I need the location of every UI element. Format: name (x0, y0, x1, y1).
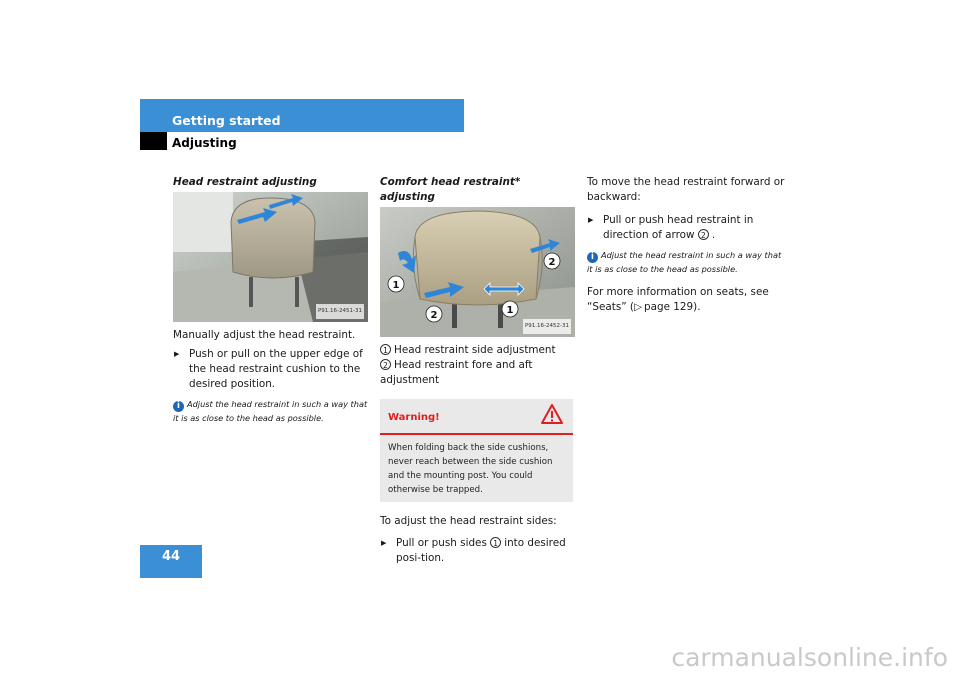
right-step-number: 2 (698, 229, 709, 240)
legend-text: Head restraint side adjustment (394, 344, 556, 356)
page-number: 44 (161, 549, 181, 564)
sides-step-pre: Pull or push sides (396, 537, 487, 549)
left-note-text: Adjust the head restraint in such a way that it is as close to the head as possible. (173, 399, 368, 423)
warning-header (380, 399, 573, 435)
more-info-post: ). (693, 301, 701, 313)
left-column (173, 175, 369, 424)
sides-step-post: into desired posi-tion. (396, 537, 566, 564)
callout-1-bottom: 1 (506, 305, 514, 316)
callout-1-left: 1 (392, 280, 400, 291)
left-step: ▶ Push or pull on the upper edge of the head restraint cushion to the desired position. (173, 347, 369, 392)
head-restraint-photo (173, 192, 368, 322)
legend-number: 2 (380, 359, 391, 370)
comfort-head-restraint-illustration (380, 207, 575, 337)
legend-item (380, 358, 576, 388)
section-title: Getting started (172, 113, 281, 128)
middle-column (380, 175, 576, 566)
more-info (587, 285, 785, 315)
warning-title: Warning! (388, 412, 440, 423)
image-code: P91.16-2451-31 (316, 304, 364, 319)
watermark: carmanualsonline.info (671, 643, 948, 672)
legend-item (380, 343, 576, 358)
more-info-pre: For more information on seats, see “Seats” ( (587, 286, 769, 313)
sides-step (380, 536, 576, 566)
warning-triangle-icon (541, 403, 563, 425)
legend-text: Head restraint fore and aft adjustment (380, 359, 533, 386)
right-step-post: . (711, 229, 716, 241)
info-icon: i (587, 252, 598, 263)
left-intro: Manually adjust the head restraint. (173, 329, 356, 341)
comfort-head-restraint-photo (380, 207, 575, 337)
right-intro: To move the head restraint forward or backward: (587, 176, 785, 203)
sides-step-number: 1 (490, 537, 501, 548)
page-ref-link[interactable]: page 129 (644, 301, 694, 313)
right-step-pre: Pull or push head restraint in direction of arrow (603, 214, 754, 241)
left-note (173, 398, 369, 424)
warning-box (380, 399, 573, 502)
info-icon: i (173, 401, 184, 412)
callout-2-right: 2 (548, 257, 556, 268)
warning-text: When folding back the side cushions, never reach between the side cushion and the mounting post. You could otherwise be trapped. (388, 443, 553, 495)
page-ref-arrow-icon: ▷ (633, 301, 645, 313)
legend-number: 1 (380, 344, 391, 355)
callout-2-bottom: 2 (430, 310, 438, 321)
image-code: P91.16-2452-31 (523, 319, 571, 334)
right-step (587, 213, 785, 243)
subsection-marker (140, 132, 167, 150)
right-note-text: Adjust the head restraint in such a way that it is as close to the head as possible. (587, 250, 782, 274)
sides-intro: To adjust the head restraint sides: (380, 515, 557, 527)
right-note (587, 249, 785, 275)
subsection-title: Adjusting (172, 136, 237, 150)
middle-heading: Comfort head restraint* adjusting (380, 176, 521, 203)
right-column (587, 175, 785, 315)
head-restraint-illustration (173, 192, 368, 322)
left-heading: Head restraint adjusting (173, 176, 317, 188)
